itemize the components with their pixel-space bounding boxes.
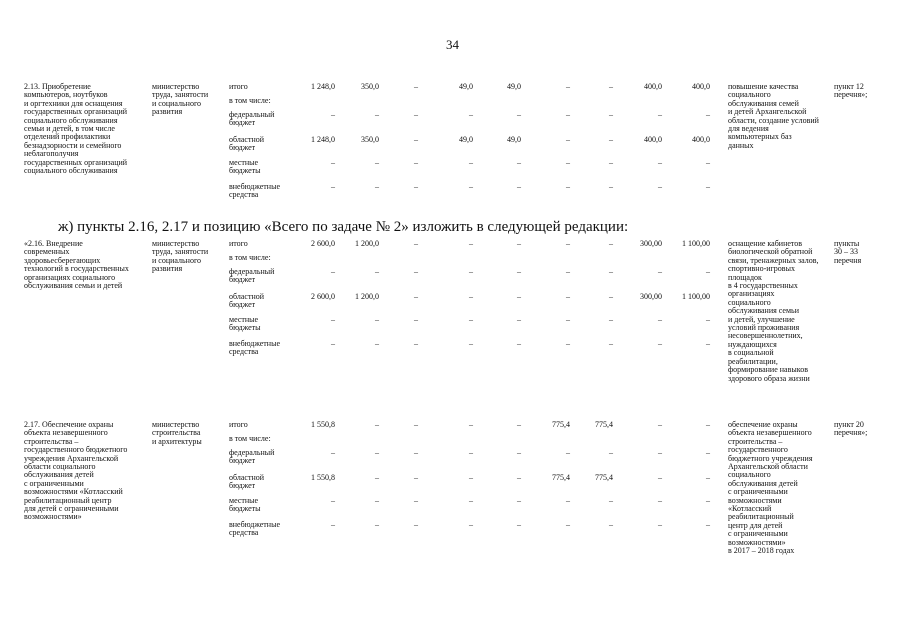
- funding-source: местные бюджеты: [229, 315, 261, 333]
- funding-value: –: [331, 520, 335, 529]
- funding-value: –: [609, 339, 613, 348]
- funding-value: –: [414, 135, 418, 144]
- funding-value: 1 200,0: [355, 292, 379, 301]
- funding-value: –: [566, 315, 570, 324]
- funding-value: –: [414, 182, 418, 191]
- funding-value: 1 100,00: [682, 292, 710, 301]
- funding-source: федеральный бюджет: [229, 110, 275, 128]
- funding-value: –: [375, 110, 379, 119]
- funding-value: –: [375, 420, 379, 429]
- funding-value: –: [331, 158, 335, 167]
- funding-value: 775,4: [552, 420, 570, 429]
- expected-result: оснащение кабинетов биологической обратной связи, тренажерных залов, спортивно-игровых площадок в 4 государственных организациях социального обслуживания семьи и детей, улучшение условий проживания несовершеннолетних, нуждающихся в социальной реабилитации, формирование навыков здорового образа жизни: [728, 239, 819, 383]
- funding-source: областной бюджет: [229, 473, 265, 491]
- funding-value: –: [375, 315, 379, 324]
- funding-value: –: [517, 473, 521, 482]
- funding-value: –: [566, 292, 570, 301]
- funding-value: –: [469, 420, 473, 429]
- funding-value: –: [566, 496, 570, 505]
- funding-value: –: [414, 473, 418, 482]
- funding-value: –: [566, 448, 570, 457]
- funding-value: –: [469, 182, 473, 191]
- funding-value: –: [609, 110, 613, 119]
- list-reference: пункт 12 перечня»;: [834, 82, 868, 100]
- funding-value: –: [414, 239, 418, 248]
- funding-value: –: [517, 420, 521, 429]
- funding-value: –: [469, 239, 473, 248]
- expected-result: обеспечение охраны объекта незавершенного строительства – государственного бюджетного учреждения Архангельской области социального обслуживания детей с ограниченными возможностями «Котласский реабилитационный центр для детей с ограниченными возможностями» в 2017 – 2018 годах: [728, 420, 813, 556]
- funding-value: –: [658, 315, 662, 324]
- funding-value: 300,00: [640, 292, 662, 301]
- funding-value: –: [566, 239, 570, 248]
- executor: министерство труда, занятости и социального развития: [152, 82, 209, 117]
- funding-value: –: [517, 448, 521, 457]
- funding-value: –: [517, 267, 521, 276]
- funding-value: –: [566, 182, 570, 191]
- funding-value: –: [706, 110, 710, 119]
- funding-value: –: [566, 339, 570, 348]
- funding-value: –: [706, 339, 710, 348]
- funding-value: –: [566, 110, 570, 119]
- funding-value: –: [517, 292, 521, 301]
- funding-value: –: [566, 267, 570, 276]
- page-number: 34: [446, 37, 459, 52]
- funding-value: –: [566, 520, 570, 529]
- section-heading: ж) пункты 2.16, 2.17 и позицию «Всего по задаче № 2» изложить в следующей редакции:: [58, 219, 629, 235]
- funding-value: –: [658, 473, 662, 482]
- funding-value: –: [706, 158, 710, 167]
- funding-value: –: [414, 158, 418, 167]
- funding-value: –: [658, 520, 662, 529]
- funding-value: –: [414, 520, 418, 529]
- measure-title: 2.13. Приобретение компьютеров, ноутбуков и оргтехники для оснащения государственных организаций социального обслуживания семьи и детей, в том числе отделений профилактики безнадзорности и семейного неблагополучия государственных организаций социального обслуживания: [24, 82, 128, 176]
- funding-value: –: [609, 135, 613, 144]
- funding-source: внебюджетные средства: [229, 339, 280, 357]
- funding-value: –: [414, 267, 418, 276]
- funding-value: –: [469, 158, 473, 167]
- funding-value: –: [517, 182, 521, 191]
- funding-value: –: [609, 158, 613, 167]
- funding-value: –: [414, 448, 418, 457]
- funding-value: –: [517, 520, 521, 529]
- funding-value: –: [609, 315, 613, 324]
- funding-value: –: [609, 292, 613, 301]
- measure-title: 2.17. Обеспечение охраны объекта незавершенного строительства – государственного бюджетного учреждения Архангельской области социального обслуживания детей с ограниченными возможностями «Котласский реабилитационный центр для детей с ограниченными возможностями»: [24, 420, 128, 522]
- funding-value: –: [566, 135, 570, 144]
- funding-value: –: [706, 448, 710, 457]
- funding-value: –: [469, 496, 473, 505]
- funding-value: 1 248,0: [311, 82, 335, 91]
- funding-value: 775,4: [552, 473, 570, 482]
- funding-value: –: [658, 496, 662, 505]
- funding-value: –: [414, 315, 418, 324]
- funding-value: –: [414, 496, 418, 505]
- list-reference: пункты 30 – 33 перечня: [834, 239, 862, 265]
- funding-value: –: [469, 339, 473, 348]
- funding-value: 1 550,8: [311, 473, 335, 482]
- funding-value: –: [658, 110, 662, 119]
- funding-value: 300,00: [640, 239, 662, 248]
- funding-value: –: [706, 267, 710, 276]
- funding-value: –: [658, 158, 662, 167]
- funding-value: 400,0: [644, 82, 662, 91]
- funding-value: 1 550,8: [311, 420, 335, 429]
- funding-value: –: [414, 420, 418, 429]
- funding-value: 49,0: [459, 135, 473, 144]
- funding-value: –: [375, 339, 379, 348]
- funding-source: местные бюджеты: [229, 158, 261, 176]
- funding-value: –: [706, 420, 710, 429]
- funding-value: –: [566, 158, 570, 167]
- funding-value: 2 600,0: [311, 292, 335, 301]
- funding-value: –: [658, 182, 662, 191]
- funding-value: 400,0: [692, 135, 710, 144]
- funding-value: –: [331, 448, 335, 457]
- funding-value: –: [414, 292, 418, 301]
- funding-value: –: [658, 448, 662, 457]
- funding-value: 1 248,0: [311, 135, 335, 144]
- funding-value: –: [414, 339, 418, 348]
- funding-value: –: [706, 473, 710, 482]
- list-reference: пункт 20 перечня»;: [834, 420, 868, 438]
- funding-value: –: [469, 315, 473, 324]
- funding-source: областной бюджет: [229, 135, 265, 153]
- funding-source: итого: [229, 239, 248, 248]
- funding-value: –: [375, 473, 379, 482]
- funding-value: –: [331, 315, 335, 324]
- funding-value: –: [706, 182, 710, 191]
- funding-value: –: [609, 496, 613, 505]
- funding-value: –: [375, 158, 379, 167]
- funding-value: –: [469, 267, 473, 276]
- funding-value: 49,0: [507, 135, 521, 144]
- funding-value: –: [375, 182, 379, 191]
- funding-value: –: [331, 339, 335, 348]
- funding-value: 400,0: [692, 82, 710, 91]
- funding-value: –: [706, 520, 710, 529]
- funding-value: –: [331, 496, 335, 505]
- funding-value: 400,0: [644, 135, 662, 144]
- funding-value: –: [375, 267, 379, 276]
- funding-source: в том числе:: [229, 253, 271, 262]
- funding-value: –: [517, 239, 521, 248]
- executor: министерство труда, занятости и социального развития: [152, 239, 209, 274]
- funding-value: 350,0: [361, 82, 379, 91]
- funding-value: –: [469, 520, 473, 529]
- funding-value: –: [517, 496, 521, 505]
- funding-value: 49,0: [507, 82, 521, 91]
- funding-source: федеральный бюджет: [229, 267, 275, 285]
- funding-source: в том числе:: [229, 434, 271, 443]
- funding-value: 1 200,0: [355, 239, 379, 248]
- funding-value: –: [517, 158, 521, 167]
- expected-result: повышение качества социального обслуживания семей и детей Архангельской области, создание условий для ведения компьютерных баз данных: [728, 82, 819, 150]
- funding-value: 49,0: [459, 82, 473, 91]
- funding-value: –: [331, 182, 335, 191]
- executor: министерство строительства и архитектуры: [152, 420, 202, 446]
- funding-value: 350,0: [361, 135, 379, 144]
- funding-value: –: [469, 473, 473, 482]
- funding-value: 1 100,00: [682, 239, 710, 248]
- funding-source: федеральный бюджет: [229, 448, 275, 466]
- funding-value: –: [658, 267, 662, 276]
- funding-value: –: [658, 420, 662, 429]
- funding-value: –: [658, 339, 662, 348]
- funding-value: 775,4: [595, 420, 613, 429]
- funding-value: –: [566, 82, 570, 91]
- funding-value: –: [469, 448, 473, 457]
- funding-source: итого: [229, 420, 248, 429]
- funding-value: –: [517, 339, 521, 348]
- funding-source: итого: [229, 82, 248, 91]
- funding-value: –: [331, 267, 335, 276]
- funding-value: –: [375, 496, 379, 505]
- funding-value: 2 600,0: [311, 239, 335, 248]
- funding-value: –: [414, 82, 418, 91]
- funding-value: –: [517, 110, 521, 119]
- funding-value: –: [517, 315, 521, 324]
- funding-source: областной бюджет: [229, 292, 265, 310]
- funding-value: –: [375, 448, 379, 457]
- funding-value: –: [375, 520, 379, 529]
- funding-value: –: [706, 496, 710, 505]
- measure-title: «2.16. Внедрение современных здоровьесберегающих технологий в государственных организациях социального обслуживания семьи и детей: [24, 239, 129, 291]
- funding-source: в том числе:: [229, 96, 271, 105]
- funding-value: –: [609, 82, 613, 91]
- funding-value: –: [609, 520, 613, 529]
- funding-value: –: [706, 315, 710, 324]
- funding-value: –: [609, 448, 613, 457]
- funding-source: местные бюджеты: [229, 496, 261, 514]
- funding-value: –: [331, 110, 335, 119]
- funding-value: –: [609, 267, 613, 276]
- funding-value: –: [469, 292, 473, 301]
- funding-value: –: [609, 182, 613, 191]
- funding-source: внебюджетные средства: [229, 182, 280, 200]
- funding-value: –: [469, 110, 473, 119]
- funding-source: внебюджетные средства: [229, 520, 280, 538]
- funding-value: 775,4: [595, 473, 613, 482]
- funding-value: –: [609, 239, 613, 248]
- funding-value: –: [414, 110, 418, 119]
